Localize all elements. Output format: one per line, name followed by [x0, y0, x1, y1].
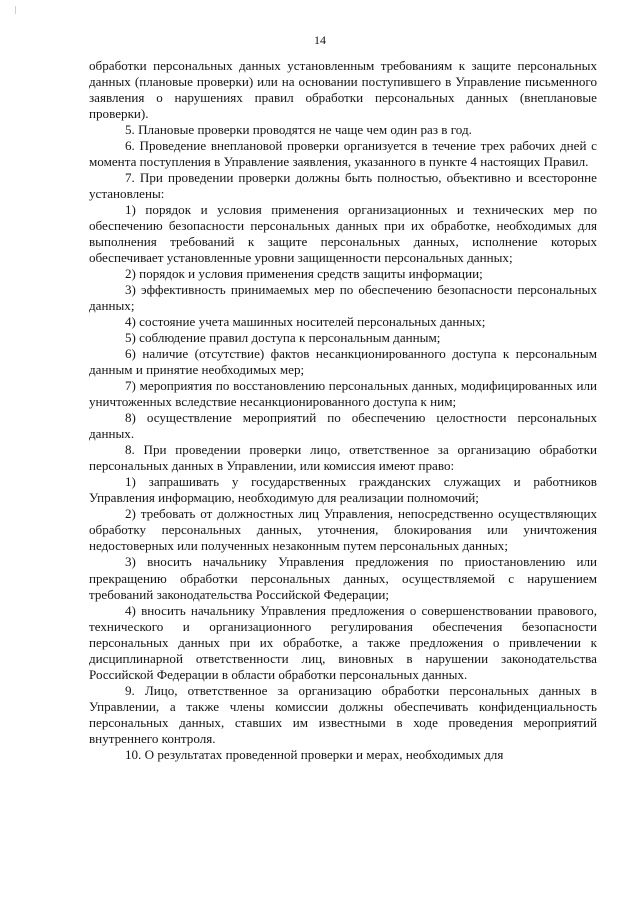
subitem-7-7: 7) мероприятия по восстановлению персональных данных, модифицированных или уничтоженных вследствие несанкционированного доступа к ним;	[89, 378, 597, 410]
document-body	[89, 58, 597, 763]
subitem-7-2: 2) порядок и условия применения средств защиты информации;	[125, 266, 483, 282]
paragraph-item-5: 5. Плановые проверки проводятся не чаще чем один раз в год.	[125, 122, 472, 138]
paragraph-item-7: 7. При проведении проверки должны быть полностью, объективно и всесторонне установлены:	[89, 170, 597, 202]
subitem-7-5: 5) соблюдение правил доступа к персональным данным;	[125, 330, 441, 346]
subitem-8-4: 4) вносить начальнику Управления предложения о совершенствовании правового, технического и организационного регулирования обеспечения безопасности персональных данных при их обработке, а также предложения о привлечении к дисциплинарной ответственности лиц, виновных в нарушении законодательства Российской Федерации в области обработки персональных данных.	[89, 602, 597, 682]
subitem-8-1: 1) запрашивать у государственных гражданских служащих и работников Управления информацию, необходимую для реализации полномочий;	[89, 474, 597, 506]
subitem-7-4: 4) состояние учета машинных носителей персональных данных;	[125, 314, 486, 330]
subitem-8-3: 3) вносить начальнику Управления предложения по приостановлению или прекращению обработки персональных данных, осуществляемой с нарушением требований законодательства Российской Федерации;	[89, 554, 597, 602]
paragraph-item-8: 8. При проведении проверки лицо, ответственное за организацию обработки персональных данных в Управлении, или комиссия имеют право:	[89, 442, 597, 474]
subitem-8-2: 2) требовать от должностных лиц Управления, непосредственно осуществляющих обработку персональных данных, уточнения, блокирования или уничтожения недостоверных или полученных незаконным путем персональных данных;	[89, 506, 597, 554]
scan-speck	[15, 6, 16, 14]
subitem-7-8: 8) осуществление мероприятий по обеспечению целостности персональных данных.	[89, 410, 597, 442]
paragraph-item-10: 10. О результатах проведенной проверки и мерах, необходимых для	[125, 746, 504, 762]
subitem-7-6: 6) наличие (отсутствие) фактов несанкционированного доступа к персональным данным и принятие необходимых мер;	[89, 346, 597, 378]
subitem-7-3: 3) эффективность принимаемых мер по обеспечению безопасности персональных данных;	[89, 282, 597, 314]
page-number: 14	[314, 33, 326, 47]
subitem-7-1: 1) порядок и условия применения организационных и технических мер по обеспечению безопасности персональных данных при их обработке, необходимых для выполнения требований к защите персональных данных, исполнение которых обеспечивает установленные уровни защищенности персональных данных;	[89, 202, 597, 266]
paragraph-continuation: обработки персональных данных установленным требованиям к защите персональных данных (плановые проверки) или на основании поступившего в Управление письменного заявления о нарушениях правил обработки персональных данных (внеплановые проверки).	[89, 58, 597, 122]
paragraph-item-9: 9. Лицо, ответственное за организацию обработки персональных данных в Управлении, а также члены комиссии должны обеспечивать конфиденциальность персональных данных, ставших им известными в ходе проведения мероприятий внутреннего контроля.	[89, 682, 597, 746]
paragraph-item-6: 6. Проведение внеплановой проверки организуется в течение трех рабочих дней с момента поступления в Управление заявления, указанного в пункте 4 настоящих Правил.	[89, 138, 597, 170]
